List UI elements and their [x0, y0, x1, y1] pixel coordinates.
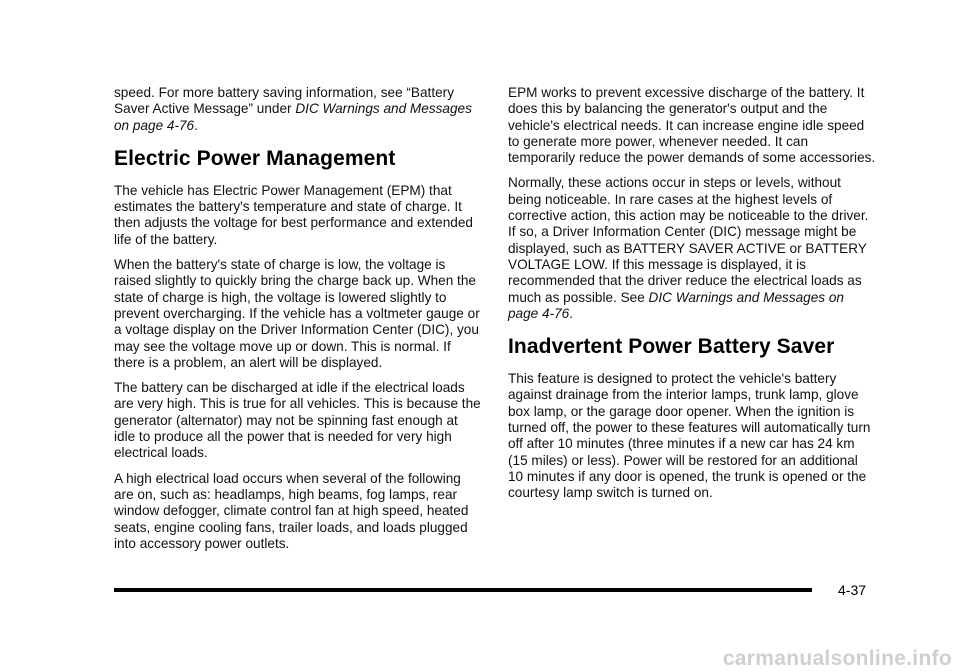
left-column [114, 85, 482, 561]
right-column [508, 85, 876, 511]
section-heading-electric-power-management: Electric Power Management [114, 146, 396, 170]
epm-paragraph-2: When the battery's state of charge is low, the voltage is raised slightly to quickly bring the charge back up. When the state of charge is high, the voltage is lowered slightly to prevent overcharging. If the vehicle has a voltmeter gauge or a voltage display on the Driver Information Center (DIC), you may see the voltage move up or down. This is normal. If there is a problem, an alert will be displayed. [114, 257, 480, 370]
epm-paragraph-6: Normally, these actions occur in steps or levels, without being noticeable. In rare cases at the highest levels of corrective action, this action may be noticeable to the driver. If so, a Driver Information Center (DIC) message might be displayed, such as BATTERY SAVER ACTIVE or BATTERY VOLTAGE LOW. If this message is displayed, it is recommended that the driver reduce the electrical loads as much as possible. See DIC Warnings and Messages on page 4-76. [508, 175, 869, 321]
section-heading-inadvertent-power-battery-saver: Inadvertent Power Battery Saver [508, 335, 835, 359]
battery-saver-paragraph: This feature is designed to protect the vehicle's battery against drainage from the interior lamps, trunk lamp, glove box lamp, or the garage door opener. When the ignition is turned off, the power to these features will automatically turn off after 10 minutes (three minutes if a new car has 24 km (15 miles) or less). Power will be restored for an additional 10 minutes if any door is opened, the trunk is opened or the courtesy lamp switch is turned on. [508, 371, 871, 501]
epm-paragraph-1: The vehicle has Electric Power Management (EPM) that estimates the battery's temperature and state of charge. It then adjusts the voltage for best performance and extended life of the battery. [114, 182, 473, 247]
page-number: 4-37 [838, 582, 867, 598]
epm-paragraph-4: A high electrical load occurs when several of the following are on, such as: headlamps, high beams, fog lamps, rear window defogger, climate control fan at high speed, heated seats, engine cooling fans, trailer loads, and loads plugged into accessory power outlets. [114, 470, 469, 551]
dic-warnings-reference[interactable]: DIC Warnings and Messages on page 4-76 [114, 101, 472, 133]
epm-paragraph-3: The battery can be discharged at idle if the electrical loads are very high. This is true for all vehicles. This is because the generator (alternator) may not be spinning fast enough at idle to produce all the power that is needed for very high electrical loads. [114, 380, 481, 461]
intro-paragraph: speed. For more battery saving information, see “Battery Saver Active Message” under DIC Warnings and Messages on page 4-76. [114, 85, 472, 133]
footer-rule [114, 588, 812, 592]
epm-paragraph-5: EPM works to prevent excessive discharge of the battery. It does this by balancing the generator's output and the vehicle's electrical needs. It can increase engine idle speed to generate more power, whenever needed. It can temporarily reduce the power demands of some accessories. [508, 85, 876, 166]
dic-warnings-reference[interactable]: DIC Warnings and Messages on page 4-76 [508, 289, 844, 321]
watermark: carmanualsonline.info [722, 647, 952, 670]
